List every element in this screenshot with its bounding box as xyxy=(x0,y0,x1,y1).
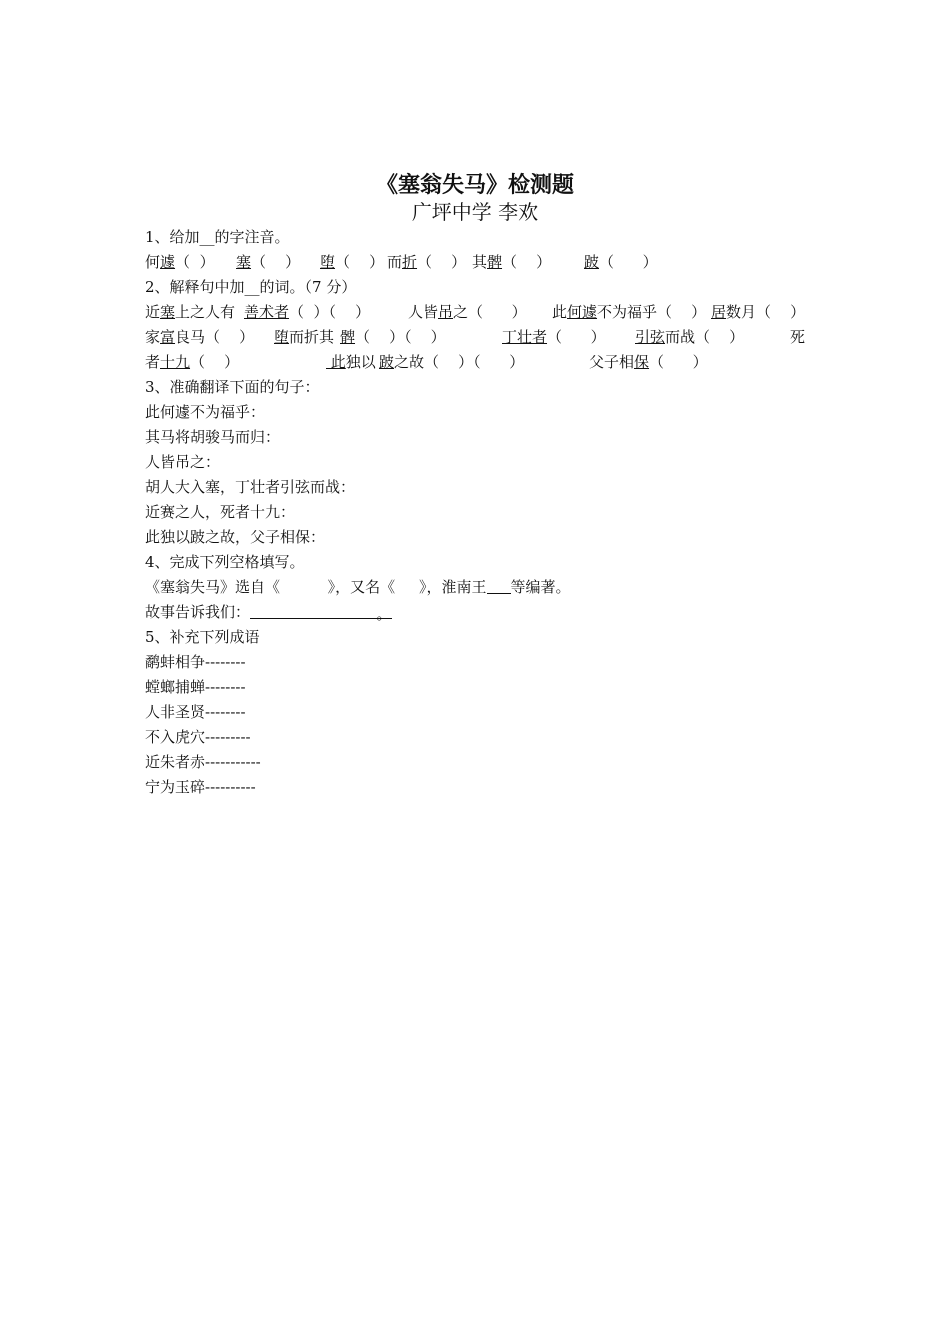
q2-term: 引弦而战（ ） xyxy=(635,328,745,346)
answer-blank xyxy=(250,604,376,619)
q5-heading: 5、补充下列成语 xyxy=(145,628,260,646)
document-title: 《塞翁失马》检测题 xyxy=(375,172,574,198)
q3-sentence: 此独以跛之故，父子相保： xyxy=(145,528,326,546)
q3-heading: 3、准确翻译下面的句子： xyxy=(145,378,320,396)
q5-idiom: 近朱者赤----------- xyxy=(145,753,261,771)
q1-item: 塞（ ） xyxy=(236,253,301,271)
q2-row-1 xyxy=(145,302,825,322)
q1-items xyxy=(145,252,845,272)
q5-idiom: 螳螂捕蝉-------- xyxy=(145,678,246,696)
q5-idiom: 不入虎穴--------- xyxy=(145,728,251,746)
q2-term: 此何遽不为福乎（ ） xyxy=(552,303,707,321)
q2-term: 此独以 xyxy=(326,353,376,371)
q4-fill-line-1: 《塞翁失马》选自《 》，又名《 》，淮南王 等编著。 xyxy=(145,578,571,596)
q2-term: 堕而折其 xyxy=(274,328,335,346)
q2-term: 髀（ ）（ ） xyxy=(340,328,446,346)
q2-term: 跛之故（ ）（ ） xyxy=(379,353,525,371)
q4-fill-line-2: 故事告诉我们： 。 xyxy=(145,603,392,623)
q1-heading: 1、给加__的字注音。 xyxy=(145,228,290,246)
q2-term: 丁壮者（ ） xyxy=(502,328,606,346)
q2-term: 善术者（ ）（ ） xyxy=(244,303,371,321)
q2-term: 家富良马（ ） xyxy=(145,328,255,346)
q1-item: 堕（ ） xyxy=(320,253,385,271)
q2-term: 者十九（ ） xyxy=(145,353,240,371)
q3-sentence: 人皆吊之： xyxy=(145,453,221,471)
q3-sentence: 其马将胡骏马而归： xyxy=(145,428,281,446)
q5-idiom: 鹬蚌相争-------- xyxy=(145,653,246,671)
q1-item: 而折（ ） xyxy=(387,253,467,271)
q5-idiom: 人非圣贤-------- xyxy=(145,703,246,721)
q1-item: 何遽（ ） xyxy=(145,253,215,271)
document-subtitle: 广坪中学 李欢 xyxy=(411,200,539,224)
q4-heading: 4、完成下列空格填写。 xyxy=(145,553,305,571)
q1-item: 跛（ ） xyxy=(584,253,658,271)
q2-term: 居数月（ ） xyxy=(711,303,806,321)
q2-term: 死 xyxy=(790,328,806,346)
q3-sentence: 胡人大入塞，丁壮者引弦而战： xyxy=(145,478,356,496)
q3-sentence: 此何遽不为福乎： xyxy=(145,403,266,421)
q2-term: 近塞上之人有 xyxy=(145,303,236,321)
q2-heading: 2、解释句中加__的词。（7 分） xyxy=(145,278,357,296)
q2-row-2 xyxy=(145,327,825,347)
q5-idiom: 宁为玉碎---------- xyxy=(145,778,256,796)
q1-item: 其髀（ ） xyxy=(472,253,552,271)
q2-term: 人皆吊之（ ） xyxy=(408,303,527,321)
q2-row-3 xyxy=(145,352,825,372)
q2-term: 父子相保（ ） xyxy=(589,353,708,371)
q3-sentence: 近赛之人，死者十九： xyxy=(145,503,296,521)
answer-blank xyxy=(487,579,511,594)
